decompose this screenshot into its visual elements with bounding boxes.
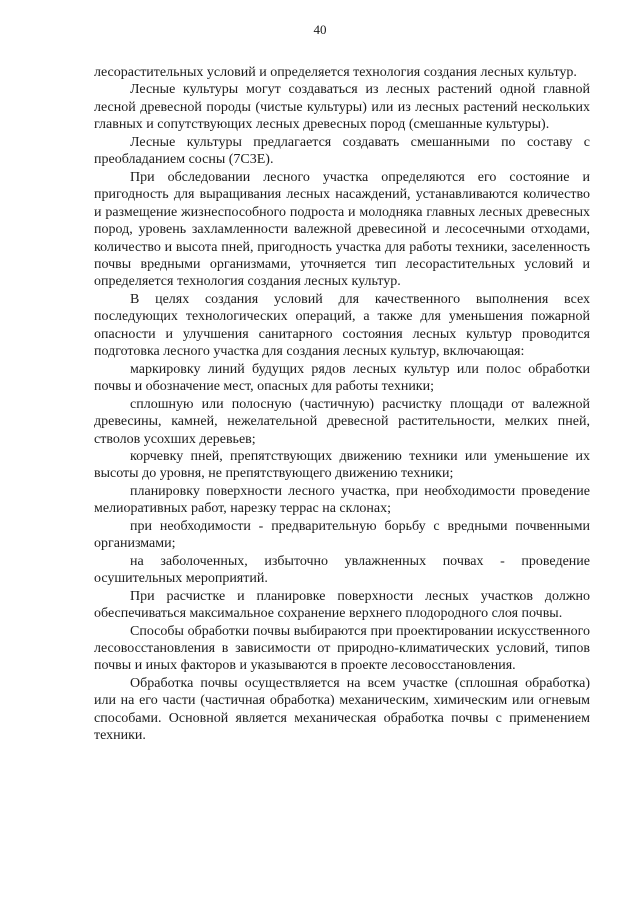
paragraph: Обработка почвы осуществляется на всем участке (сплошная обработка) или на его части (частичная обработка) механическим, химическим или огневым способами. Основной является механическая обработка почвы с применением техники. bbox=[94, 675, 590, 744]
list-item: планировку поверхности лесного участка, при необходимости проведение мелиоративных работ, нарезку террас на склонах; bbox=[94, 483, 590, 517]
paragraph: Лесные культуры предлагается создавать смешанными по составу с преобладанием сосны (7С3Е). bbox=[94, 134, 590, 168]
page-number: 40 bbox=[313, 22, 327, 37]
list-item: сплошную или полосную (частичную) расчистку площади от валежной древесины, камней, нежелательной древесной растительности, мелких пней, стволов усохших деревьев; bbox=[94, 396, 590, 447]
list-item: корчевку пней, препятствующих движению техники или уменьшение их высоты до уровня, не препятствующего движению техники; bbox=[94, 448, 590, 482]
paragraph: В целях создания условий для качественного выполнения всех последующих технологических операций, а также для уменьшения пожарной опасности и улучшения санитарного состояния лесных культур проводится подготовка лесного участка для создания лесных культур, включающая: bbox=[94, 291, 590, 360]
paragraph: При обследовании лесного участка определяются его состояние и пригодность для выращивания лесных насаждений, устанавливаются количество и размещение жизнеспособного подроста и молодняка главных лесных древесных пород, уровень захламленности валежной древесиной и лесосечными отходами, количество и высота пней, пригодность участка для работы техники, заселенность почвы вредными организмами, уточняется тип лесорастительных условий и определяется технология создания лесных культур. bbox=[94, 169, 590, 290]
paragraph: Способы обработки почвы выбираются при проектировании искусственного лесовосстановления в зависимости от природно-климатических условий, типов почвы и иных факторов и указываются в проекте лесовосстановления. bbox=[94, 623, 590, 674]
document-body bbox=[94, 64, 590, 745]
paragraph: лесорастительных условий и определяется технология создания лесных культур. bbox=[94, 65, 577, 80]
list-item: при необходимости - предварительную борьбу с вредными почвенными организмами; bbox=[94, 518, 590, 552]
list-item: на заболоченных, избыточно увлажненных почвах - проведение осушительных мероприятий. bbox=[94, 553, 590, 587]
paragraph: Лесные культуры могут создаваться из лесных растений одной главной лесной древесной породы (чистые культуры) или из лесных растений нескольких главных и сопутствующих лесных древесных пород (смешанные культуры). bbox=[94, 82, 590, 133]
paragraph: При расчистке и планировке поверхности лесных участков должно обеспечиваться максимальное сохранение верхнего плодородного слоя почвы. bbox=[94, 588, 590, 622]
list-item: маркировку линий будущих рядов лесных культур или полос обработки почвы и обозначение мест, опасных для работы техники; bbox=[94, 361, 590, 395]
